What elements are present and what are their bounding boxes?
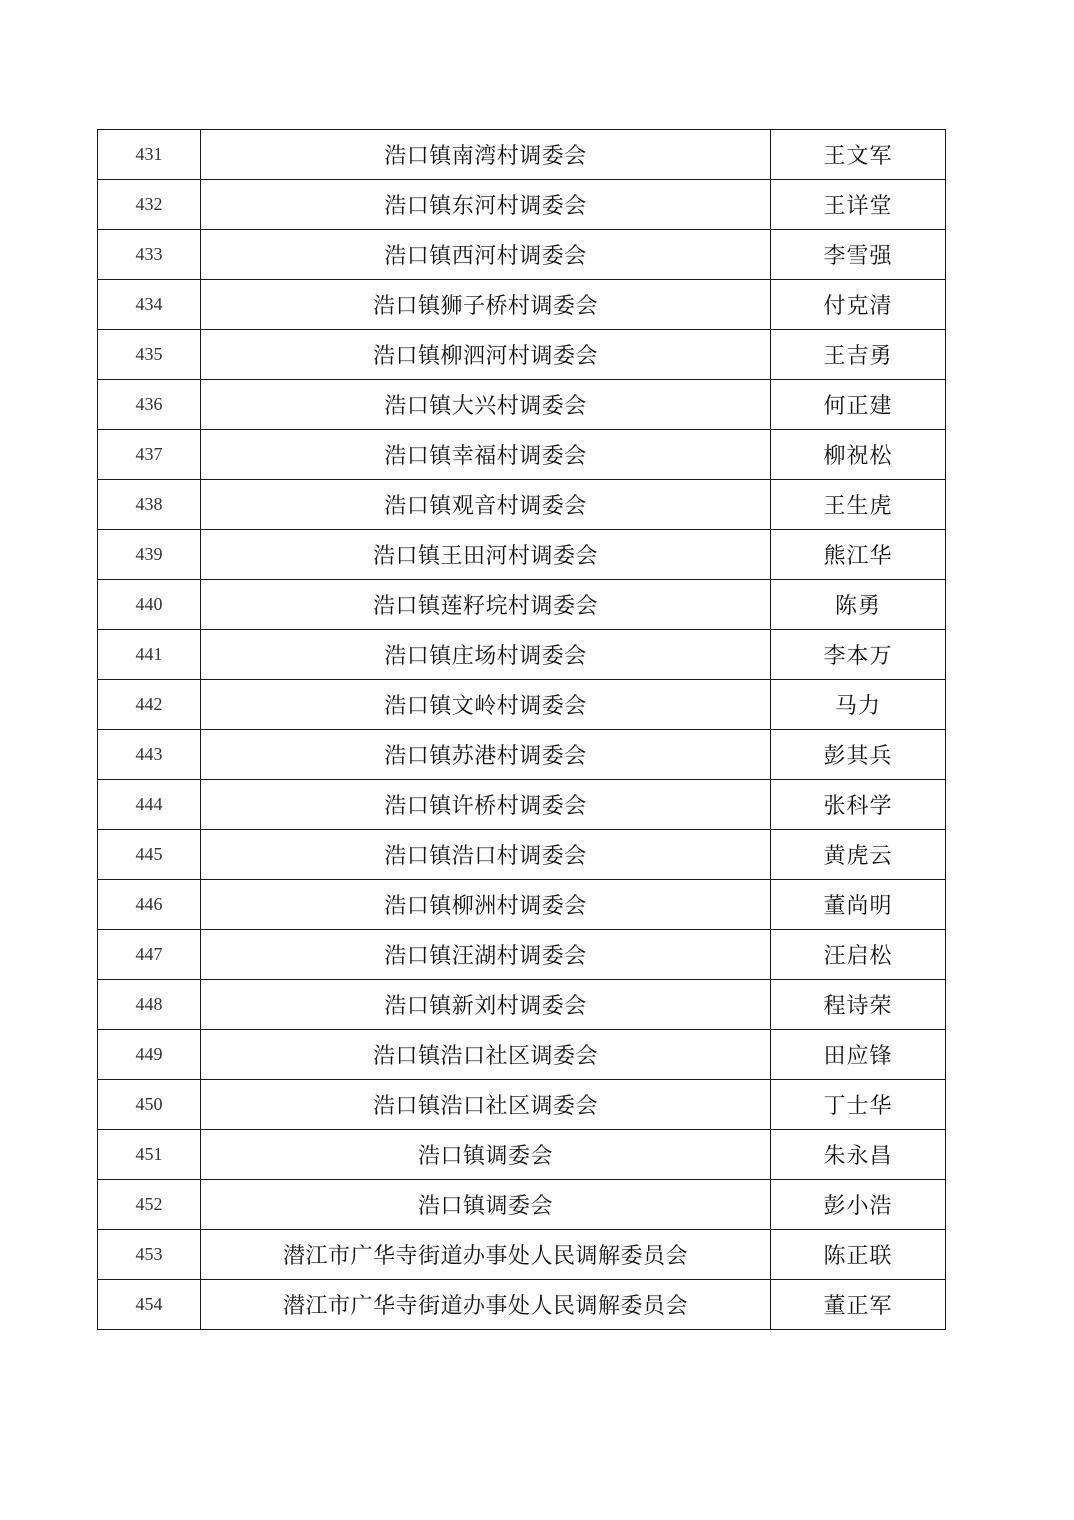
mediator-name: 何正建	[771, 380, 946, 430]
table-row	[98, 1180, 946, 1230]
table-row	[98, 1030, 946, 1080]
mediator-name: 王详堂	[771, 180, 946, 230]
mediator-name: 程诗荣	[771, 980, 946, 1030]
row-number: 442	[98, 680, 201, 730]
row-number: 433	[98, 230, 201, 280]
row-number: 445	[98, 830, 201, 880]
mediator-name: 付克清	[771, 280, 946, 330]
mediator-name: 彭小浩	[771, 1180, 946, 1230]
row-number: 449	[98, 1030, 201, 1080]
table-row	[98, 1080, 946, 1130]
mediator-name: 陈勇	[771, 580, 946, 630]
table-row	[98, 830, 946, 880]
table-row	[98, 330, 946, 380]
table-row	[98, 180, 946, 230]
row-number: 440	[98, 580, 201, 630]
committee-name: 浩口镇西河村调委会	[201, 230, 771, 280]
committee-name: 浩口镇浩口社区调委会	[201, 1030, 771, 1080]
mediator-roster	[97, 129, 946, 1330]
row-number: 443	[98, 730, 201, 780]
table-row	[98, 980, 946, 1030]
committee-name: 浩口镇浩口社区调委会	[201, 1080, 771, 1130]
mediator-name: 田应锋	[771, 1030, 946, 1080]
committee-name: 浩口镇观音村调委会	[201, 480, 771, 530]
mediator-name: 柳祝松	[771, 430, 946, 480]
table-row	[98, 280, 946, 330]
committee-name: 浩口镇庄场村调委会	[201, 630, 771, 680]
table-row	[98, 730, 946, 780]
row-number: 431	[98, 130, 201, 180]
mediator-name: 董尚明	[771, 880, 946, 930]
mediator-name: 汪启松	[771, 930, 946, 980]
mediator-name: 王文军	[771, 130, 946, 180]
committee-name: 浩口镇新刘村调委会	[201, 980, 771, 1030]
row-number: 448	[98, 980, 201, 1030]
row-number: 432	[98, 180, 201, 230]
table-row	[98, 1230, 946, 1280]
row-number: 435	[98, 330, 201, 380]
committee-name: 浩口镇狮子桥村调委会	[201, 280, 771, 330]
row-number: 447	[98, 930, 201, 980]
committee-name: 浩口镇南湾村调委会	[201, 130, 771, 180]
row-number: 438	[98, 480, 201, 530]
table-row	[98, 480, 946, 530]
committee-name: 浩口镇莲籽垸村调委会	[201, 580, 771, 630]
row-number: 450	[98, 1080, 201, 1130]
table-row	[98, 630, 946, 680]
row-number: 454	[98, 1280, 201, 1330]
table-row	[98, 680, 946, 730]
mediator-name: 丁士华	[771, 1080, 946, 1130]
mediator-name: 王吉勇	[771, 330, 946, 380]
row-number: 437	[98, 430, 201, 480]
row-number: 439	[98, 530, 201, 580]
table-row	[98, 130, 946, 180]
row-number: 452	[98, 1180, 201, 1230]
committee-name: 浩口镇王田河村调委会	[201, 530, 771, 580]
committee-name: 浩口镇苏港村调委会	[201, 730, 771, 780]
table-row	[98, 580, 946, 630]
mediator-name: 朱永昌	[771, 1130, 946, 1180]
committee-name: 浩口镇浩口村调委会	[201, 830, 771, 880]
committee-name: 浩口镇文岭村调委会	[201, 680, 771, 730]
table-row	[98, 1280, 946, 1330]
committee-name: 潜江市广华寺街道办事处人民调解委员会	[201, 1280, 771, 1330]
mediator-name: 王生虎	[771, 480, 946, 530]
row-number: 434	[98, 280, 201, 330]
mediator-table	[97, 129, 946, 1330]
row-number: 436	[98, 380, 201, 430]
table-row	[98, 880, 946, 930]
row-number: 444	[98, 780, 201, 830]
mediator-name: 马力	[771, 680, 946, 730]
committee-name: 浩口镇许桥村调委会	[201, 780, 771, 830]
committee-name: 浩口镇调委会	[201, 1130, 771, 1180]
committee-name: 浩口镇柳泗河村调委会	[201, 330, 771, 380]
mediator-name: 李雪强	[771, 230, 946, 280]
committee-name: 潜江市广华寺街道办事处人民调解委员会	[201, 1230, 771, 1280]
mediator-name: 张科学	[771, 780, 946, 830]
mediator-name: 董正军	[771, 1280, 946, 1330]
mediator-name: 李本万	[771, 630, 946, 680]
mediator-name: 彭其兵	[771, 730, 946, 780]
committee-name: 浩口镇东河村调委会	[201, 180, 771, 230]
table-row	[98, 930, 946, 980]
table-row	[98, 1130, 946, 1180]
table-body	[98, 130, 946, 1330]
table-row	[98, 380, 946, 430]
row-number: 453	[98, 1230, 201, 1280]
committee-name: 浩口镇柳洲村调委会	[201, 880, 771, 930]
committee-name: 浩口镇大兴村调委会	[201, 380, 771, 430]
committee-name: 浩口镇幸福村调委会	[201, 430, 771, 480]
mediator-name: 熊江华	[771, 530, 946, 580]
row-number: 441	[98, 630, 201, 680]
table-row	[98, 430, 946, 480]
mediator-name: 陈正联	[771, 1230, 946, 1280]
table-row	[98, 230, 946, 280]
row-number: 446	[98, 880, 201, 930]
row-number: 451	[98, 1130, 201, 1180]
committee-name: 浩口镇汪湖村调委会	[201, 930, 771, 980]
mediator-name: 黄虎云	[771, 830, 946, 880]
table-row	[98, 530, 946, 580]
table-row	[98, 780, 946, 830]
committee-name: 浩口镇调委会	[201, 1180, 771, 1230]
